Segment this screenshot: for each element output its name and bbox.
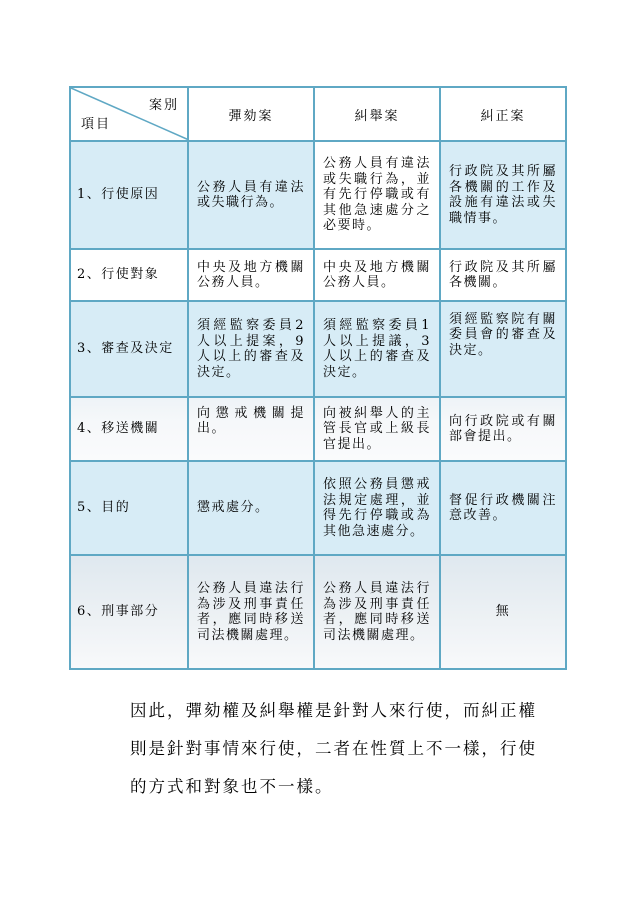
row-label: 1、行使原因 [70,141,188,249]
table-row [70,301,566,397]
row-label: 4、移送機關 [70,397,188,461]
table-cell: 須經監察院有關委員會的審查及決定。 [449,311,557,358]
row-label: 3、審查及決定 [70,301,188,397]
table-cell: 中央及地方機關公務人員。 [197,259,305,290]
table-cell: 公務人員違法行為涉及刑事責任者，應同時移送司法機關處理。 [323,581,431,643]
table-cell: 公務人員違法行為涉及刑事責任者，應同時移送司法機關處理。 [197,581,305,643]
body-paragraph: 因此，彈劾權及糾舉權是針對人來行使，而糾正權則是針對事情來行使，二者在性質上不一樣，行使的方式和對象也不一樣。 [130,700,537,796]
table-cell: 公務人員有違法或失職行為。 [197,179,305,210]
table-header-row [70,87,566,141]
column-header: 糾正案 [440,87,566,141]
corner-cell [70,87,188,141]
table-cell: 行政院及其所屬各機關。 [449,259,557,290]
column-header: 彈劾案 [188,87,314,141]
table-row [70,249,566,301]
table-cell: 向被糾舉人的主管長官或上級長官提出。 [323,405,431,452]
table-cell: 向行政院或有關部會提出。 [449,413,557,444]
table-cell: 中央及地方機關公務人員。 [323,259,431,290]
table-row [70,141,566,249]
row-label: 6、刑事部分 [70,555,188,669]
row-label: 5、目的 [70,461,188,555]
table-cell: 依照公務員懲戒法規定處理，並得先行停職或為其他急速處分。 [323,477,431,539]
table-cell: 無 [495,604,511,620]
table-cell: 須經監察委員2人以上提案，9人以上的審查及決定。 [197,318,305,380]
table-row [70,397,566,461]
table-row [70,461,566,555]
table-cell: 須經監察委員1人以上提議，3人以上的審查及決定。 [323,318,431,380]
corner-top-label: 案別 [148,98,179,113]
table-cell: 行政院及其所屬各機關的工作及設施有違法或失職情事。 [449,164,557,226]
comparison-table [69,86,567,670]
table-cell: 公務人員有違法或失職行為，並有先行停職或有其他急速處分之必要時。 [323,156,431,234]
table-row [70,555,566,669]
table-cell: 懲戒處分。 [197,500,270,516]
row-label: 2、行使對象 [70,249,188,301]
table-cell: 督促行政機關注意改善。 [449,492,557,523]
table-cell: 向懲戒機關提出。 [197,405,305,436]
corner-bottom-label: 項目 [81,117,112,132]
column-header: 糾舉案 [314,87,440,141]
